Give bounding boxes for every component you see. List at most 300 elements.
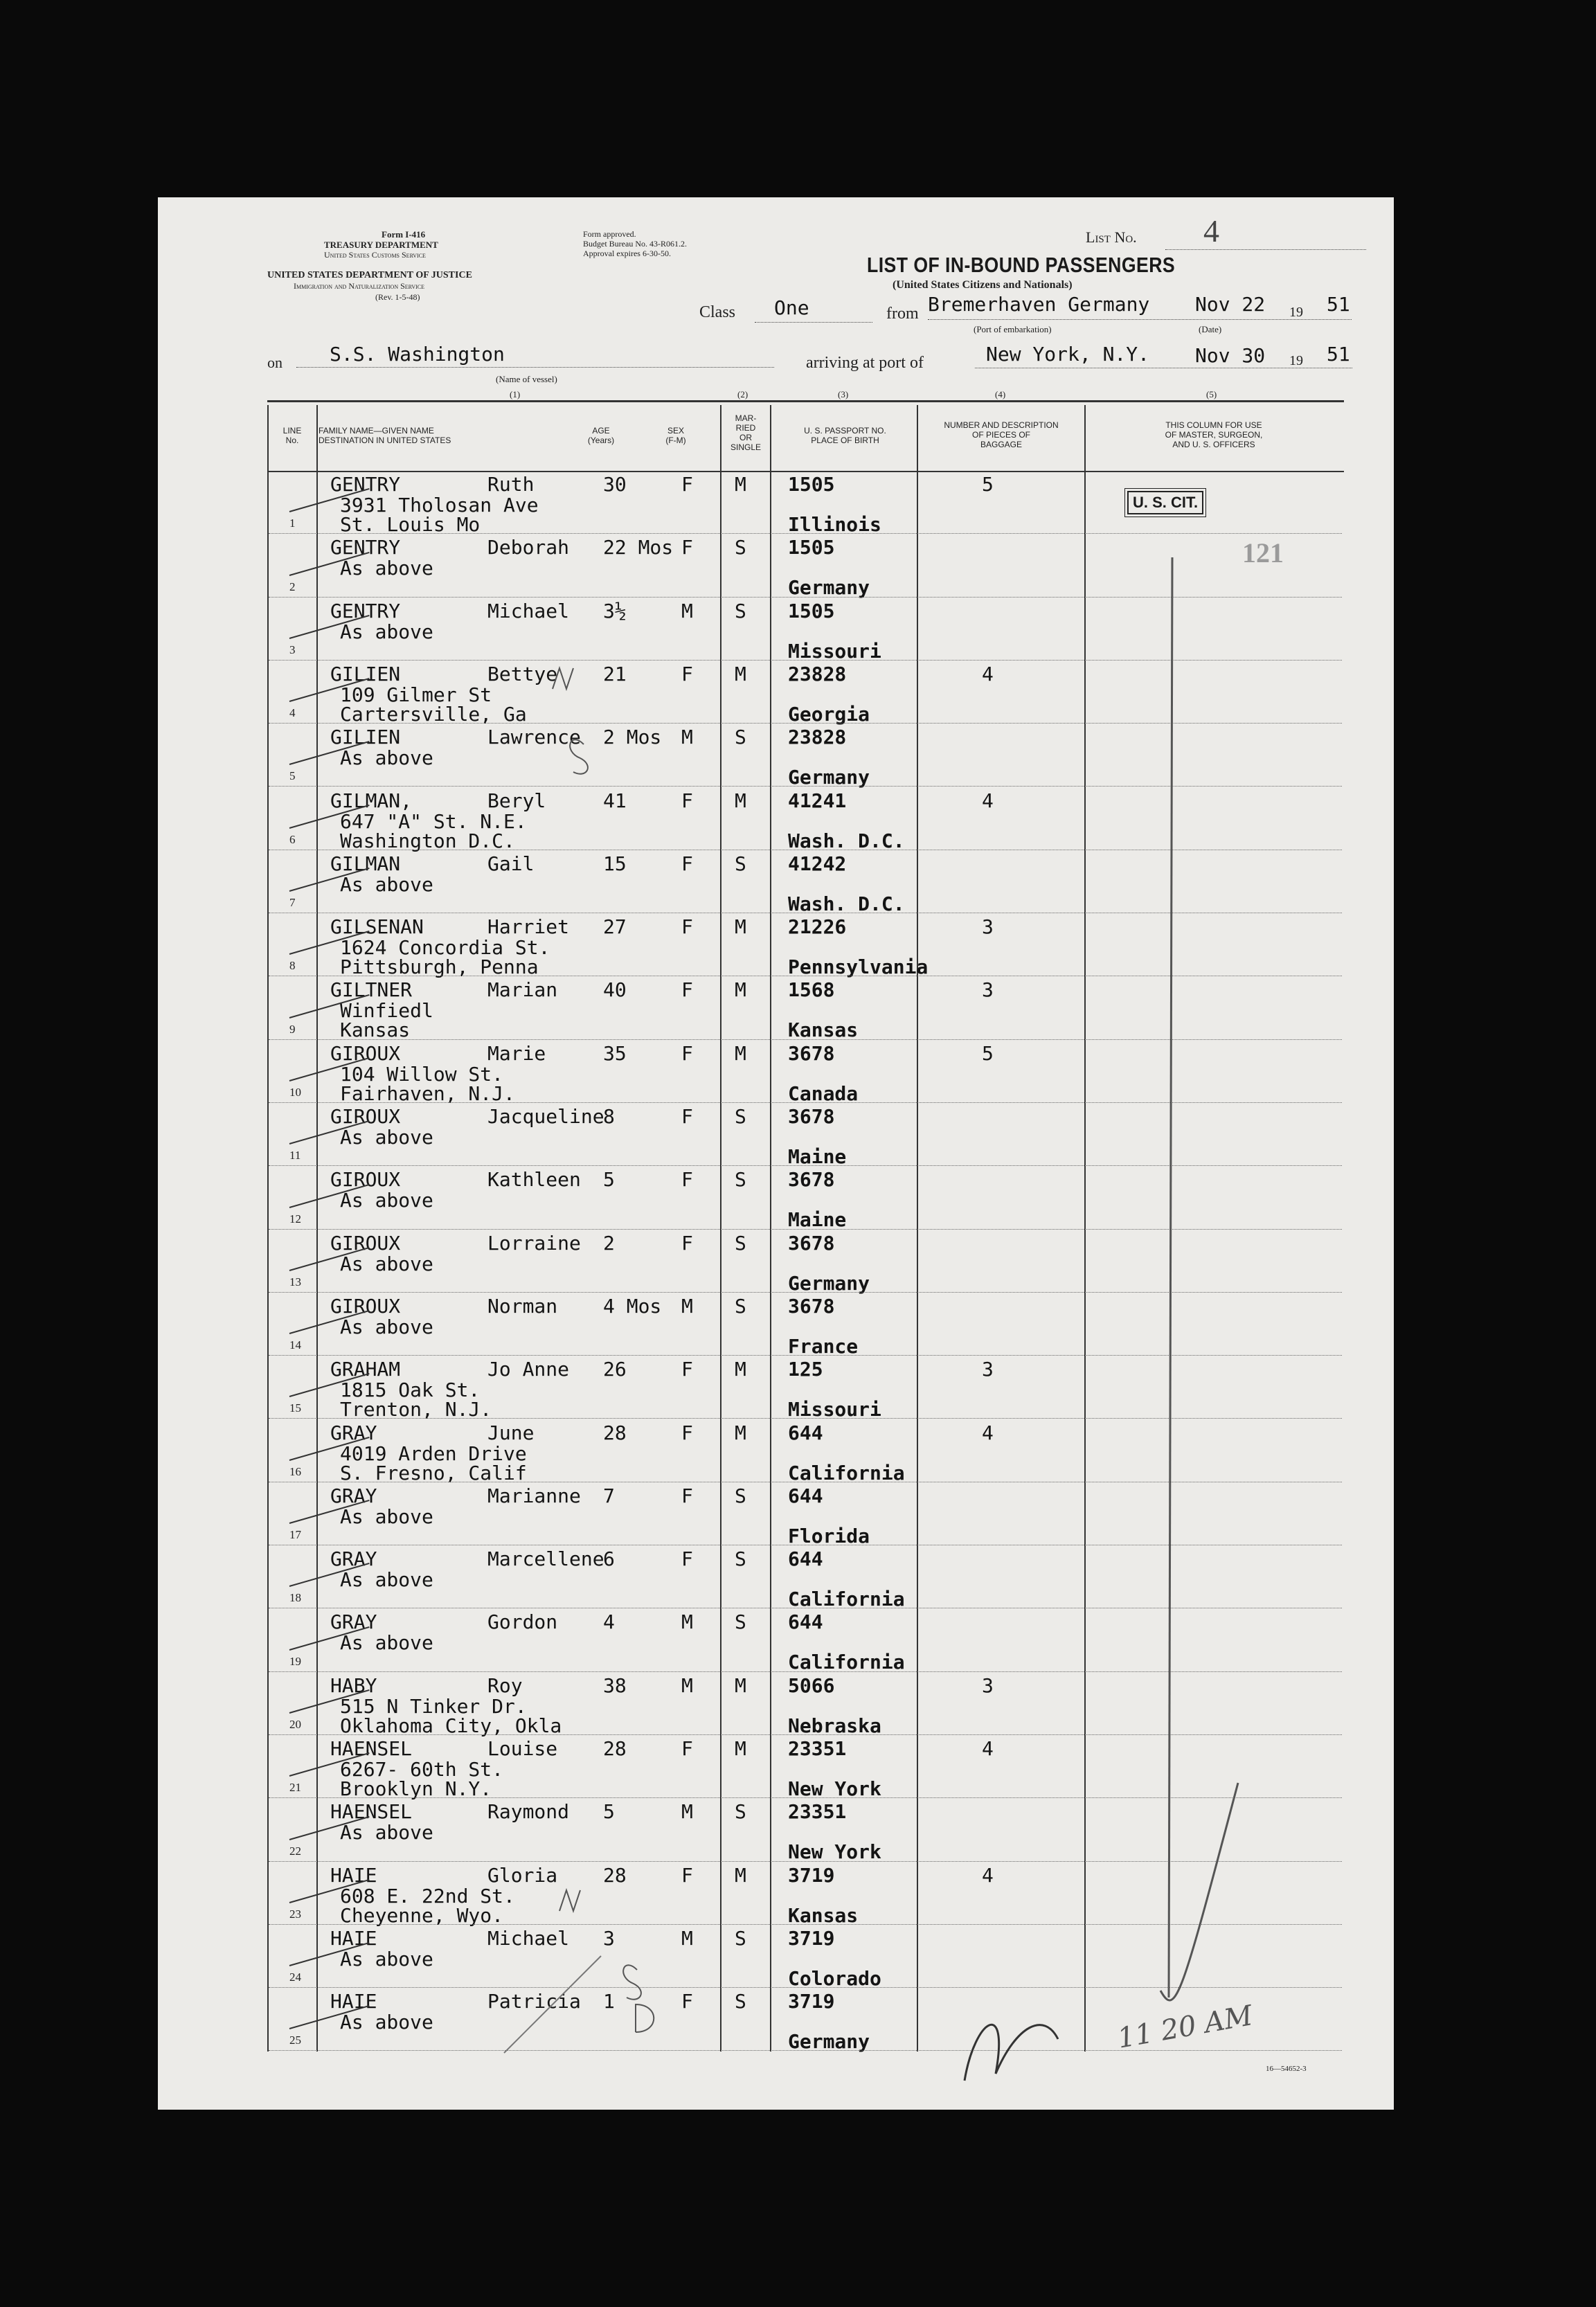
address-line-1: As above — [340, 1505, 433, 1528]
given-name: Lorraine — [487, 1231, 581, 1255]
address-line-1: 1624 Concordia St. — [340, 936, 550, 960]
marital-status: M — [735, 978, 746, 1002]
family-name: GRAY — [330, 1610, 377, 1634]
age: 26 — [603, 1358, 627, 1381]
family-name: GILIEN — [330, 662, 401, 685]
sex: M — [681, 1610, 693, 1634]
address-line-2: Cartersville, Ga — [340, 702, 527, 726]
given-name: Marian — [487, 978, 558, 1002]
place-of-birth: Germany — [788, 576, 870, 600]
passport-no: 3678 — [788, 1231, 835, 1255]
age: 2 — [603, 1231, 615, 1255]
place-of-birth: Maine — [788, 1145, 847, 1168]
line-number: 16 — [289, 1464, 301, 1478]
age: 3 — [603, 1926, 615, 1950]
place-of-birth: Pennsylvania — [788, 955, 929, 979]
place-of-birth: Germany — [788, 1271, 870, 1295]
age: 15 — [603, 852, 627, 875]
address-line-1: As above — [340, 1126, 433, 1149]
address-line-1: As above — [340, 1631, 433, 1655]
pencil-mark-d — [636, 2004, 654, 2032]
sex: F — [681, 1168, 693, 1192]
sex: F — [681, 915, 693, 939]
age: 5 — [603, 1168, 615, 1192]
address-line-1: 109 Gilmer St — [340, 683, 492, 706]
sex: M — [681, 599, 693, 622]
sex: F — [681, 662, 693, 685]
passport-no: 23351 — [788, 1800, 847, 1824]
age: 3½ — [603, 599, 627, 622]
baggage-count: 4 — [982, 789, 994, 812]
line-number: 6 — [289, 832, 296, 846]
place-of-birth: Germany — [788, 2030, 870, 2054]
place-of-birth: Germany — [788, 766, 870, 789]
age: 27 — [603, 915, 627, 939]
place-of-birth: Colorado — [788, 1966, 881, 1990]
port-embarkation-caption: (Port of embarkation) — [974, 324, 1052, 334]
age: 28 — [603, 1737, 627, 1760]
passport-no: 644 — [788, 1421, 823, 1444]
line-number: 7 — [289, 896, 296, 910]
place-of-birth: Missouri — [788, 1398, 881, 1421]
family-name: GILSENAN — [330, 915, 424, 939]
list-no-label: List No. — [1086, 228, 1137, 246]
from-year-prefix: 19 — [1289, 305, 1303, 320]
approval-1: Form approved. — [583, 229, 636, 239]
marital-status: M — [735, 1737, 746, 1760]
sex: M — [681, 1926, 693, 1950]
place-of-birth: Maine — [788, 1208, 847, 1232]
line-number: 17 — [289, 1528, 301, 1542]
header-line-no: LINE No. — [283, 426, 302, 445]
age: 7 — [603, 1484, 615, 1507]
address-line-2: Oklahoma City, Okla — [340, 1714, 562, 1737]
arrival-port: New York, N.Y. — [986, 343, 1150, 366]
address-line-1: As above — [340, 1821, 433, 1844]
given-name: Gordon — [487, 1610, 558, 1634]
place-of-birth: California — [788, 1588, 905, 1611]
sex: F — [681, 1231, 693, 1255]
family-name: GIROUX — [330, 1168, 401, 1192]
on-label: on — [267, 354, 283, 371]
marital-status: S — [735, 1168, 746, 1192]
passport-no: 21226 — [788, 915, 847, 939]
line-number: 10 — [289, 1085, 301, 1099]
baggage-count: 3 — [982, 1673, 994, 1697]
given-name: Ruth — [487, 473, 535, 496]
col-num-4: (4) — [995, 389, 1006, 400]
given-name: Kathleen — [487, 1168, 581, 1192]
passport-no: 125 — [788, 1358, 823, 1381]
sex: F — [681, 1737, 693, 1760]
address-line-1: As above — [340, 1315, 433, 1338]
address-line-1: As above — [340, 620, 433, 643]
given-name: Louise — [487, 1737, 558, 1760]
arrival-year: 51 — [1327, 343, 1350, 366]
passport-no: 5066 — [788, 1673, 835, 1697]
address-line-2: Kansas — [340, 1018, 411, 1042]
family-name: HAENSEL — [330, 1800, 413, 1824]
baggage-count: 3 — [982, 915, 994, 939]
pencil-mark-m — [553, 668, 573, 689]
line-number: 12 — [289, 1212, 301, 1226]
family-name: GRAY — [330, 1421, 377, 1444]
pencil-check-tick — [1160, 1783, 1238, 2000]
passport-no: 3678 — [788, 1105, 835, 1128]
age: 40 — [603, 978, 627, 1002]
marital-status: M — [735, 662, 746, 685]
marital-status: S — [735, 1926, 746, 1950]
family-name: GILMAN — [330, 852, 401, 875]
sex: F — [681, 1547, 693, 1571]
header-officers: THIS COLUMN FOR USE OF MASTER, SURGEON, AND U. S. OFFICERS — [1165, 420, 1263, 449]
address-line-1: As above — [340, 557, 433, 580]
family-name: HAIE — [330, 1926, 377, 1950]
family-name: GRAY — [330, 1547, 377, 1571]
family-name: HAIE — [330, 1863, 377, 1887]
list-no-value: 4 — [1203, 213, 1219, 249]
sex: F — [681, 978, 693, 1002]
passport-no: 644 — [788, 1484, 823, 1507]
sex: M — [681, 1673, 693, 1697]
address-line-1: As above — [340, 2011, 433, 2034]
place-of-birth: California — [788, 1651, 905, 1674]
arrival-date: Nov 30 — [1195, 344, 1266, 367]
line-number: 9 — [289, 1022, 296, 1036]
passport-no: 41241 — [788, 789, 847, 812]
date-caption: (Date) — [1199, 324, 1222, 334]
sex: F — [681, 536, 693, 559]
treasury-dept: TREASURY DEPARTMENT — [324, 240, 438, 250]
marital-status: S — [735, 599, 746, 622]
age: 1 — [603, 1990, 615, 2013]
family-name: GENTRY — [330, 536, 401, 559]
passport-no: 644 — [788, 1547, 823, 1571]
place-of-birth: Wash. D.C. — [788, 829, 905, 852]
pencil-slash — [504, 1956, 601, 2053]
marital-status: M — [735, 789, 746, 812]
marital-status: S — [735, 1800, 746, 1824]
line-number: 22 — [289, 1844, 301, 1858]
marital-status: S — [735, 1547, 746, 1571]
pencil-initials — [965, 2025, 1058, 2081]
marital-status: S — [735, 1231, 746, 1255]
baggage-count: 4 — [982, 1737, 994, 1760]
address-line-1: 6267- 60th St. — [340, 1758, 504, 1781]
sex: F — [681, 1358, 693, 1381]
class-value: One — [774, 296, 809, 319]
age: 4 Mos — [603, 1294, 662, 1318]
address-line-1: As above — [340, 872, 433, 896]
marital-status: M — [735, 1863, 746, 1887]
passport-no: 3678 — [788, 1294, 835, 1318]
footer-code: 16—54652-3 — [1266, 2065, 1307, 2073]
address-line-2: Cheyenne, Wyo. — [340, 1903, 504, 1927]
sex: F — [681, 1041, 693, 1065]
given-name: Lawrence — [487, 726, 581, 749]
col-num-5: (5) — [1206, 389, 1217, 400]
address-line-1: As above — [340, 1947, 433, 1971]
header-name: FAMILY NAME—GIVEN NAME DESTINATION IN UNITED STATES — [319, 426, 451, 445]
given-name: Beryl — [487, 789, 546, 812]
family-name: GIROUX — [330, 1041, 401, 1065]
address-line-2: Washington D.C. — [340, 829, 515, 852]
line-number: 25 — [289, 2034, 301, 2047]
line-number: 15 — [289, 1401, 301, 1415]
given-name: June — [487, 1421, 535, 1444]
passport-no: 3719 — [788, 1863, 835, 1887]
sex: F — [681, 1421, 693, 1444]
from-label: from — [886, 305, 919, 323]
line-number: 4 — [289, 706, 296, 720]
marital-status: M — [735, 915, 746, 939]
arrive-year-prefix: 19 — [1289, 353, 1303, 368]
revision: (Rev. 1-5-48) — [375, 292, 420, 302]
marital-status: M — [735, 1358, 746, 1381]
given-name: Deborah — [487, 536, 570, 559]
sex: F — [681, 1105, 693, 1128]
manifest-sheet — [158, 197, 1394, 2110]
baggage-count: 5 — [982, 1041, 994, 1065]
doj-title: UNITED STATES DEPARTMENT OF JUSTICE — [267, 270, 472, 280]
family-name: GILIEN — [330, 726, 401, 749]
form-number: Form I-416 — [382, 229, 426, 240]
embarkation-date: Nov 22 — [1195, 293, 1266, 316]
age: 41 — [603, 789, 627, 812]
pencil-annotations — [158, 197, 1394, 2110]
age: 6 — [603, 1547, 615, 1571]
line-number: 18 — [289, 1591, 301, 1605]
marital-status: M — [735, 1673, 746, 1697]
place-of-birth: Kansas — [788, 1903, 859, 1927]
given-name: Harriet — [487, 915, 570, 939]
place-of-birth: Illinois — [788, 513, 881, 536]
passport-no: 1505 — [788, 599, 835, 622]
given-name: Bettye — [487, 662, 558, 685]
header-married: MAR- RIED OR SINGLE — [730, 413, 761, 452]
passport-no: 23828 — [788, 726, 847, 749]
passport-no: 23351 — [788, 1737, 847, 1760]
pencil-mark-s — [570, 739, 588, 773]
address-line-1: As above — [340, 1189, 433, 1212]
place-of-birth: France — [788, 1334, 859, 1358]
given-name: Michael — [487, 1926, 570, 1950]
age: 22 Mos — [603, 536, 674, 559]
from-year: 51 — [1327, 293, 1350, 316]
passport-no: 1505 — [788, 536, 835, 559]
age: 28 — [603, 1421, 627, 1444]
given-name: Norman — [487, 1294, 558, 1318]
line-number: 8 — [289, 959, 296, 973]
pencil-mark-s2 — [623, 1965, 641, 1999]
family-name: GILMAN, — [330, 789, 413, 812]
given-name: Gloria — [487, 1863, 558, 1887]
given-name: Michael — [487, 599, 570, 622]
header-baggage: NUMBER AND DESCRIPTION OF PIECES OF BAGGAGE — [944, 420, 1059, 449]
line-number: 11 — [289, 1149, 301, 1163]
pencil-check-line — [1169, 557, 1172, 1998]
family-name: HABY — [330, 1673, 377, 1697]
age: 8 — [603, 1105, 615, 1128]
age: 38 — [603, 1673, 627, 1697]
vessel-caption: (Name of vessel) — [496, 374, 557, 384]
family-name: HAENSEL — [330, 1737, 413, 1760]
age: 5 — [603, 1800, 615, 1824]
passport-no: 23828 — [788, 662, 847, 685]
address-line-2: Brooklyn N.Y. — [340, 1777, 492, 1800]
address-line-1: 3931 Tholosan Ave — [340, 494, 539, 517]
given-name: Marie — [487, 1041, 546, 1065]
line-number: 5 — [289, 769, 296, 783]
passport-no: 3678 — [788, 1041, 835, 1065]
ins-title: Immigration and Naturalization Service — [294, 281, 425, 291]
marital-status: S — [735, 852, 746, 875]
address-line-2: S. Fresno, Calif — [340, 1461, 527, 1484]
vessel-name: S.S. Washington — [330, 343, 505, 366]
family-name: GRAY — [330, 1484, 377, 1507]
sex: F — [681, 852, 693, 875]
marital-status: S — [735, 1484, 746, 1507]
age: 4 — [603, 1610, 615, 1634]
line-number: 14 — [289, 1338, 301, 1352]
place-of-birth: New York — [788, 1840, 881, 1864]
address-line-2: Pittsburgh, Penna — [340, 955, 539, 979]
customs-service: United States Customs Service — [324, 250, 426, 260]
sex: M — [681, 726, 693, 749]
approval-3: Approval expires 6-30-50. — [583, 249, 671, 258]
place-of-birth: Georgia — [788, 702, 870, 726]
line-number: 3 — [289, 643, 296, 656]
line-number: 21 — [289, 1781, 301, 1795]
sex: M — [681, 1800, 693, 1824]
embarkation-port: Bremerhaven Germany — [928, 293, 1150, 316]
approval-2: Budget Bureau No. 43-R061.2. — [583, 239, 687, 249]
baggage-count: 4 — [982, 1863, 994, 1887]
place-of-birth: Florida — [788, 1524, 870, 1547]
age: 21 — [603, 662, 627, 685]
address-line-1: Winfiedl — [340, 999, 433, 1023]
header-passport: U. S. PASSPORT NO. PLACE OF BIRTH — [804, 426, 886, 445]
place-of-birth: Nebraska — [788, 1714, 881, 1737]
address-line-1: As above — [340, 1568, 433, 1592]
address-line-1: 4019 Arden Drive — [340, 1442, 527, 1465]
family-name: GIROUX — [330, 1294, 401, 1318]
marital-status: S — [735, 726, 746, 749]
header-sex: SEX (F-M) — [665, 426, 686, 445]
family-name: GRAHAM — [330, 1358, 401, 1381]
place-of-birth: California — [788, 1461, 905, 1484]
marital-status: S — [735, 1294, 746, 1318]
line-number: 23 — [289, 1907, 301, 1921]
baggage-count: 3 — [982, 1358, 994, 1381]
us-citizen-stamp: U. S. CIT. — [1127, 491, 1203, 514]
passport-no: 3719 — [788, 1990, 835, 2013]
pencil-mark-m2 — [559, 1890, 580, 1911]
sex: F — [681, 1990, 693, 2013]
passport-no: 644 — [788, 1610, 823, 1634]
line-number: 20 — [289, 1717, 301, 1731]
line-number: 2 — [289, 580, 296, 593]
line-number: 19 — [289, 1654, 301, 1668]
age: 2 Mos — [603, 726, 662, 749]
family-name: GILTNER — [330, 978, 413, 1002]
family-name: GIROUX — [330, 1105, 401, 1128]
given-name: Jo Anne — [487, 1358, 570, 1381]
marital-status: M — [735, 1421, 746, 1444]
address-line-1: 515 N Tinker Dr. — [340, 1694, 527, 1718]
place-of-birth: Wash. D.C. — [788, 892, 905, 915]
header-age: AGE (Years) — [587, 426, 615, 445]
given-name: Jacqueline — [487, 1105, 604, 1128]
baggage-count: 4 — [982, 1421, 994, 1444]
family-name: GENTRY — [330, 473, 401, 496]
passport-no: 3719 — [788, 1926, 835, 1950]
place-of-birth: Missouri — [788, 639, 881, 663]
baggage-count: 4 — [982, 662, 994, 685]
given-name: Patricia — [487, 1990, 581, 2013]
sex: F — [681, 1863, 693, 1887]
signature-time: 11 20 AM — [1115, 2000, 1255, 2055]
given-name: Marcellene — [487, 1547, 604, 1571]
marital-status: M — [735, 473, 746, 496]
address-line-2: St. Louis Mo — [340, 513, 481, 536]
marital-status: M — [735, 1041, 746, 1065]
manifest-subtitle: (United States Citizens and Nationals) — [893, 279, 1073, 291]
given-name: Roy — [487, 1673, 523, 1697]
address-line-1: 104 Willow St. — [340, 1062, 504, 1086]
family-name: GENTRY — [330, 599, 401, 622]
given-name: Gail — [487, 852, 535, 875]
col-num-3: (3) — [838, 389, 849, 400]
sex: M — [681, 1294, 693, 1318]
address-line-1: As above — [340, 1252, 433, 1275]
age: 30 — [603, 473, 627, 496]
col-num-2: (2) — [737, 389, 748, 400]
stamp-number: 121 — [1242, 537, 1284, 568]
class-label: Class — [699, 303, 736, 321]
marital-status: S — [735, 536, 746, 559]
passport-no: 1505 — [788, 473, 835, 496]
place-of-birth: Canada — [788, 1081, 859, 1105]
arriving-label: arriving at port of — [806, 354, 924, 372]
marital-status: S — [735, 1105, 746, 1128]
address-line-2: Fairhaven, N.J. — [340, 1081, 515, 1105]
passport-no: 41242 — [788, 852, 847, 875]
age: 28 — [603, 1863, 627, 1887]
col-num-1: (1) — [510, 389, 521, 400]
address-line-1: 1815 Oak St. — [340, 1379, 481, 1402]
given-name: Marianne — [487, 1484, 581, 1507]
passport-no: 1568 — [788, 978, 835, 1002]
marital-status: S — [735, 1990, 746, 2013]
passport-no: 3678 — [788, 1168, 835, 1192]
address-line-2: Trenton, N.J. — [340, 1398, 492, 1421]
baggage-count: 3 — [982, 978, 994, 1002]
age: 35 — [603, 1041, 627, 1065]
manifest-title: LIST OF IN-BOUND PASSENGERS — [867, 253, 1176, 277]
sex: F — [681, 473, 693, 496]
address-line-1: 647 "A" St. N.E. — [340, 809, 527, 833]
sex: F — [681, 1484, 693, 1507]
place-of-birth: Kansas — [788, 1018, 859, 1042]
line-number: 13 — [289, 1275, 301, 1289]
marital-status: S — [735, 1610, 746, 1634]
address-line-1: As above — [340, 746, 433, 770]
line-number: 24 — [289, 1971, 301, 1984]
given-name: Raymond — [487, 1800, 570, 1824]
family-name: GIROUX — [330, 1231, 401, 1255]
address-line-1: 608 E. 22nd St. — [340, 1884, 515, 1907]
